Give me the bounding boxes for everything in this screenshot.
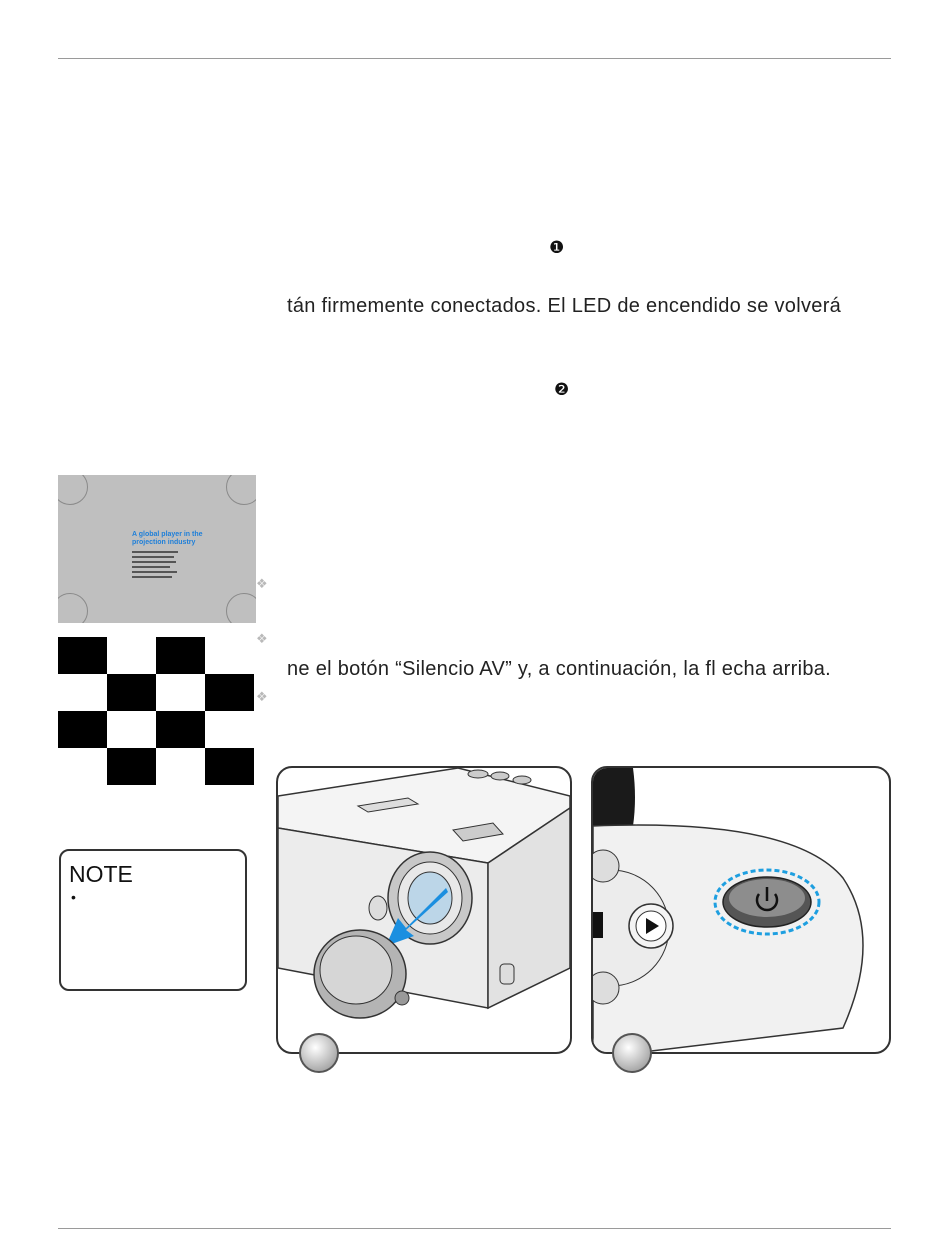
thumbnail-text-line: [132, 556, 174, 558]
header-rule: [58, 58, 891, 59]
test-pattern-thumbnail: [58, 475, 256, 623]
diamond-bullet-icon: ❖: [256, 690, 268, 705]
body-line-av-mute: ne el botón “Silencio AV” y, a continuación, la fl echa arriba.: [287, 658, 832, 680]
diamond-bullet-icon: ❖: [256, 577, 268, 592]
note-bullet: •: [71, 889, 76, 905]
step-one-marker: ❶: [549, 238, 565, 258]
note-title: NOTE: [69, 861, 133, 887]
checker-square: [205, 748, 254, 785]
body-line-connections: tán firmemente conectados. El LED de encendido se volverá: [287, 295, 842, 317]
checker-square: [156, 637, 205, 674]
projector-lens-cap-illustration: [276, 766, 572, 1054]
power-button-illustration: [591, 766, 891, 1054]
step-two-marker: ❷: [554, 380, 570, 400]
thumbnail-text-line: [132, 561, 176, 563]
corner-circle: [226, 593, 256, 623]
corner-circle: [58, 593, 88, 623]
checker-square: [107, 748, 156, 785]
keypad-drawing: [593, 768, 889, 1052]
footer-rule: [58, 1228, 891, 1229]
step-one-badge: [299, 1033, 339, 1073]
diamond-bullet-icon: ❖: [256, 632, 268, 647]
thumbnail-text-line: [132, 576, 172, 578]
projector-drawing: [278, 768, 570, 1052]
corner-circle: [226, 475, 256, 505]
checker-square: [58, 637, 107, 674]
checker-square: [205, 674, 254, 711]
checker-square: [58, 711, 107, 748]
corner-circle: [58, 475, 88, 505]
checker-square: [156, 711, 205, 748]
checker-square: [107, 674, 156, 711]
note-box: [59, 849, 247, 991]
thumbnail-text-line: [132, 551, 178, 553]
thumbnail-text-line: [132, 566, 170, 568]
thumbnail-text-line: [132, 571, 177, 573]
step-two-badge: [612, 1033, 652, 1073]
checkerboard-pattern: [58, 637, 254, 785]
thumbnail-title: A global player in the projection industry: [132, 531, 203, 546]
